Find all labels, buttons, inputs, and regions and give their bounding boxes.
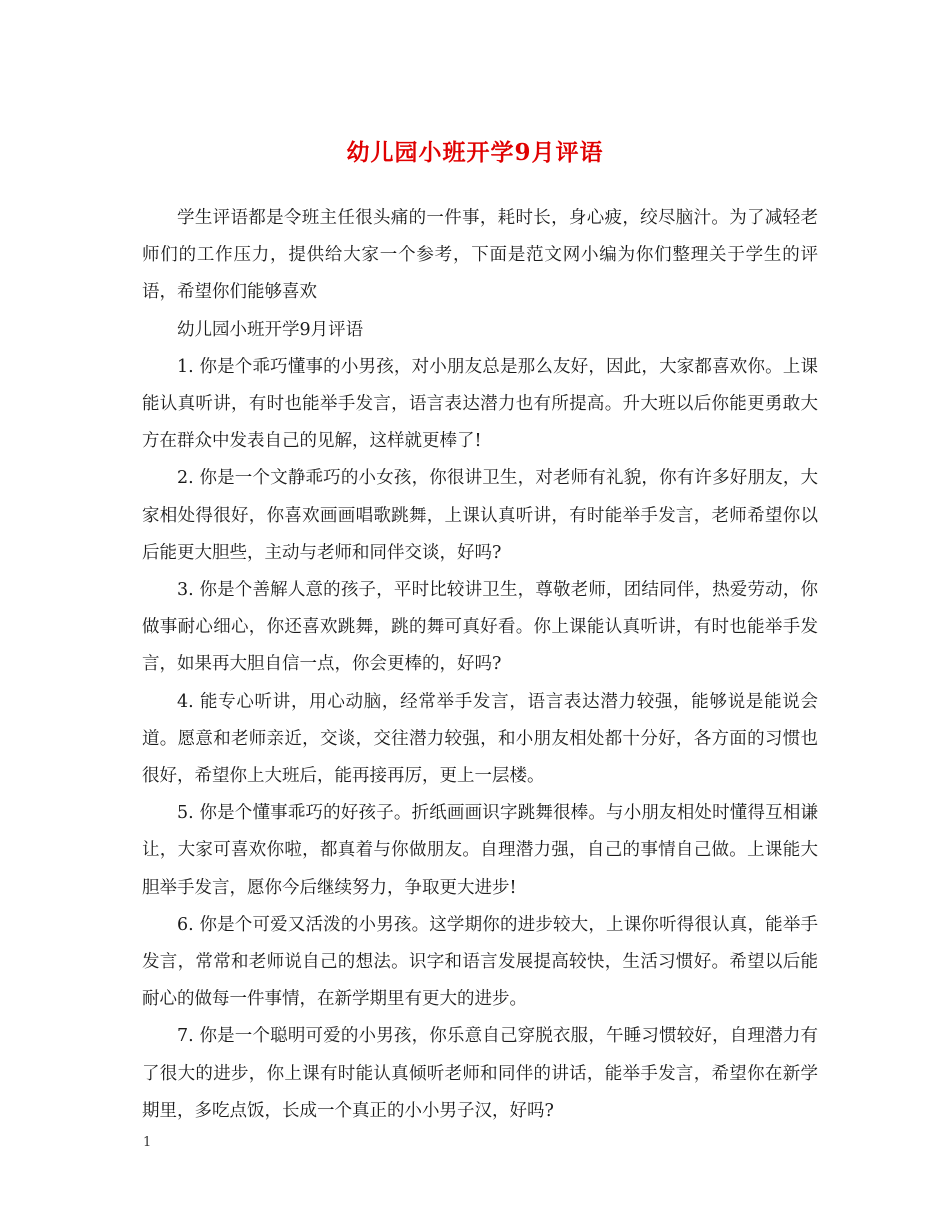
intro-paragraph: 学生评语都是令班主任很头痛的一件事，耗时长，身心疲，绞尽脑汁。为了减轻老师们的工作压力，提供给大家一个参考，下面是范文网小编为你们整理关于学生的评语，希望你们能够喜欢 <box>142 208 818 303</box>
page-number: 1 <box>143 1135 152 1150</box>
comment-paragraph: 4. 能专心听讲，用心动脑，经常举手发言，语言表达潜力较强，能够说是能说会道。愿意和老师亲近，交谈，交往潜力较强，和小朋友相处都十分好，各方面的习惯也很好，希望你上大班后，能再接再厉，更上一层楼。 <box>142 691 818 787</box>
section-heading: 幼儿园小班开学9月评语 <box>177 319 364 340</box>
comment-paragraph: 2. 你是一个文静乖巧的小女孩，你很讲卫生，对老师有礼貌，你有许多好朋友，大家相处得很好，你喜欢画画唱歌跳舞，上课认真听讲，有时能举手发言，老师希望你以后能更大胆些，主动与老师和同伴交谈，好吗? <box>142 468 818 563</box>
comment-paragraph: 1. 你是个乖巧懂事的小男孩，对小朋友总是那么友好，因此，大家都喜欢你。上课能认真听讲，有时也能举手发言，语言表达潜力也有所提高。升大班以后你能更勇敢大方在群众中发表自己的见解，这样就更棒了! <box>142 356 818 452</box>
comment-paragraph: 7. 你是一个聪明可爱的小男孩，你乐意自己穿脱衣服，午睡习惯较好，自理潜力有了很大的进步，你上课有时能认真倾听老师和同伴的讲话，能举手发言，希望你在新学期里，多吃点饭，长成一个真正的小小男子汉，好吗? <box>142 1026 818 1121</box>
document-title: 幼儿园小班开学9月评语 <box>346 139 604 166</box>
comment-paragraph: 6. 你是个可爱又活泼的小男孩。这学期你的进步较大，上课你听得很认真，能举手发言，常常和老师说自己的想法。识字和语言发展提高较快，生活习惯好。希望以后能耐心的做每一件事情，在新学期里有更大的进步。 <box>142 914 818 1010</box>
comment-paragraph: 3. 你是个善解人意的孩子，平时比较讲卫生，尊敬老师，团结同伴，热爱劳动，你做事耐心细心，你还喜欢跳舞，跳的舞可真好看。你上课能认真听讲，有时也能举手发言，如果再大胆自信一点，你会更棒的，好吗? <box>142 580 818 675</box>
comment-paragraph: 5. 你是个懂事乖巧的好孩子。折纸画画识字跳舞很棒。与小朋友相处时懂得互相谦让，大家可喜欢你啦，都真着与你做朋友。自理潜力强，自己的事情自己做。上课能大胆举手发言，愿你今后继续努力，争取更大进步! <box>142 803 818 898</box>
document-body <box>142 200 818 1130</box>
